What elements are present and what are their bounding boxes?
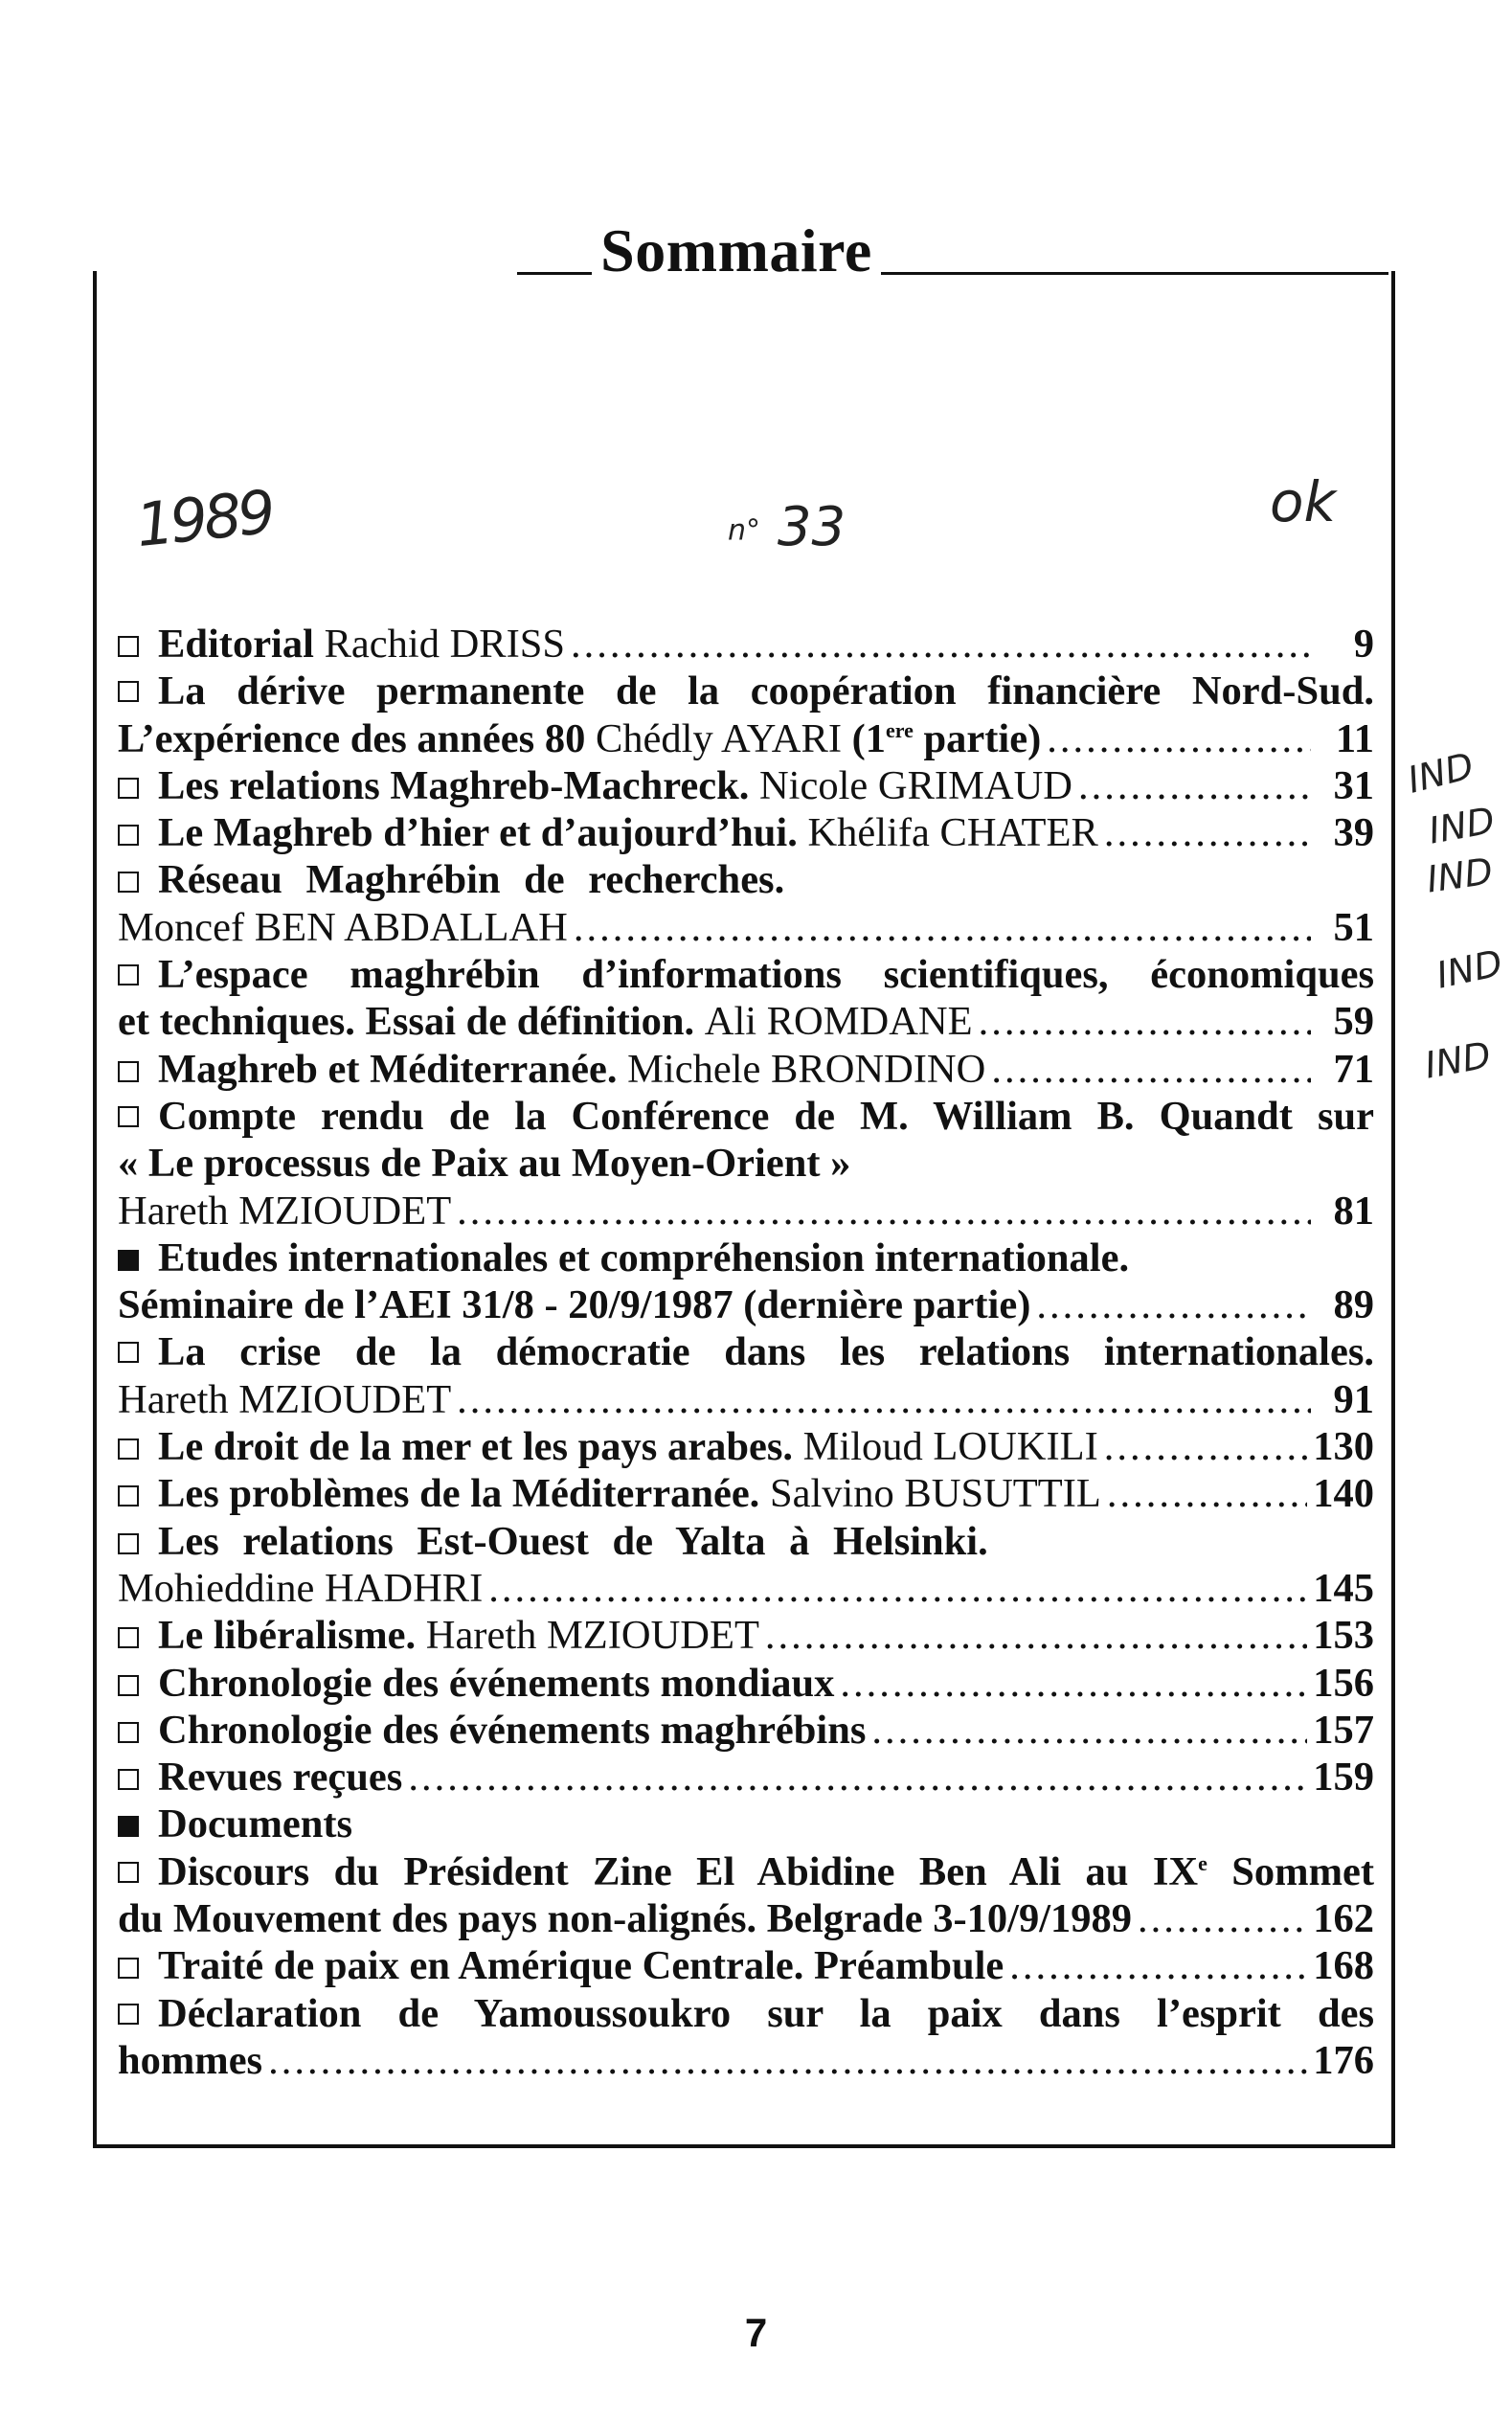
checkbox-icon [118, 1342, 139, 1363]
margin-mark: IND [1424, 850, 1496, 901]
toc-entry: Chronologie des événements maghrébins ..... 157 [118, 1707, 1374, 1754]
filled-square-icon [118, 1250, 139, 1271]
toc-entry-cont: du Mouvement des pays non-alignés. Belgrade 3-10/9/1989 ..... 162 [118, 1895, 1374, 1942]
filled-square-icon [118, 1816, 139, 1837]
toc-entry-cont: « Le processus de Paix au Moyen-Orient » [118, 1141, 851, 1187]
handwritten-check: ok [1270, 469, 1337, 534]
checkbox-icon [118, 636, 139, 657]
toc-entry-cont: L’expérience des années 80 Chédly AYARI (1ere partie) ..... 11 [118, 715, 1374, 762]
toc-entry-cont: Séminaire de l’AEI 31/8 - 20/9/1987 (dernière partie) ..... 89 [118, 1281, 1374, 1328]
toc-entry: Réseau Maghrébin de recherches. [118, 856, 1374, 903]
toc-entry-cont: et techniques. Essai de définition. Ali ROMDANE ..... 59 [118, 998, 1374, 1045]
margin-mark: IND [1421, 1033, 1495, 1087]
page-number: 7 [744, 2310, 768, 2355]
toc-entry-cont: hommes ..... 176 [118, 2037, 1374, 2084]
toc-entry: Discours du Président Zine El Abidine Ben Ali au IXe Sommet [118, 1848, 1374, 1895]
handwritten-issue: n° 33 [728, 496, 846, 558]
toc-section-heading: Documents [118, 1801, 1374, 1847]
toc-entry: Chronologie des événements mondiaux ..... 156 [118, 1660, 1374, 1707]
checkbox-icon [118, 1106, 139, 1127]
checkbox-icon [118, 1061, 139, 1082]
checkbox-icon [118, 1533, 139, 1554]
toc-entry: Editorial Rachid DRISS ..... 9 [118, 621, 1374, 668]
checkbox-icon [118, 681, 139, 702]
checkbox-icon [118, 1722, 139, 1743]
checkbox-icon [118, 1485, 139, 1507]
checkbox-icon [118, 1769, 139, 1790]
toc-entry: Maghreb et Méditerranée. Michele BRONDINO ..... 71 [118, 1046, 1374, 1093]
toc-entry: Les relations Maghreb-Machreck. Nicole GRIMAUD ..... 31 [118, 762, 1374, 809]
margin-mark: IND [1403, 744, 1478, 802]
toc-entry: L’espace maghrébin d’informations scientifiques, économiques [118, 951, 1374, 998]
toc-entry: Le droit de la mer et les pays arabes. Miloud LOUKILI ..... 130 [118, 1423, 1374, 1470]
margin-mark: IND [1425, 799, 1499, 852]
page-title: Sommaire [600, 216, 872, 284]
table-of-contents [118, 621, 1374, 2084]
toc-entry: Compte rendu de la Conférence de M. William B. Quandt sur [118, 1093, 1374, 1140]
checkbox-icon [118, 825, 139, 846]
toc-entry: Traité de paix en Amérique Centrale. Préambule ..... 168 [118, 1942, 1374, 1989]
toc-entry: La dérive permanente de la coopération financière Nord-Sud. [118, 668, 1374, 714]
toc-entry: Déclaration de Yamoussoukro sur la paix dans l’esprit des [118, 1990, 1374, 2037]
toc-entry: Etudes internationales et compréhension internationale. [118, 1235, 1374, 1281]
toc-entry: Le Maghreb d’hier et d’aujourd’hui. Khélifa CHATER ..... 39 [118, 809, 1374, 856]
toc-entry: Les relations Est-Ouest de Yalta à Helsinki. [118, 1518, 1374, 1565]
checkbox-icon [118, 1675, 139, 1696]
checkbox-icon [118, 1439, 139, 1460]
checkbox-icon [118, 872, 139, 893]
checkbox-icon [118, 778, 139, 799]
toc-entry-cont: Hareth MZIOUDET ..... 81 [118, 1188, 1374, 1235]
checkbox-icon [118, 2004, 139, 2025]
toc-entry-cont: Hareth MZIOUDET ..... 91 [118, 1376, 1374, 1423]
checkbox-icon [118, 1862, 139, 1883]
handwritten-year: 1989 [132, 476, 276, 561]
toc-entry: Revues reçues ..... 159 [118, 1754, 1374, 1801]
toc-entry: Le libéralisme. Hareth MZIOUDET ..... 153 [118, 1612, 1374, 1659]
margin-mark: IND [1433, 941, 1506, 997]
toc-entry: Les problèmes de la Méditerranée. Salvino BUSUTTIL ..... 140 [118, 1470, 1374, 1517]
toc-entry-cont: Moncef BEN ABDALLAH ..... 51 [118, 904, 1374, 951]
toc-entry-cont: Mohieddine HADHRI ..... 145 [118, 1565, 1374, 1612]
checkbox-icon [118, 1958, 139, 1979]
toc-entry: La crise de la démocratie dans les relations internationales. [118, 1328, 1374, 1375]
checkbox-icon [118, 964, 139, 985]
checkbox-icon [118, 1627, 139, 1648]
